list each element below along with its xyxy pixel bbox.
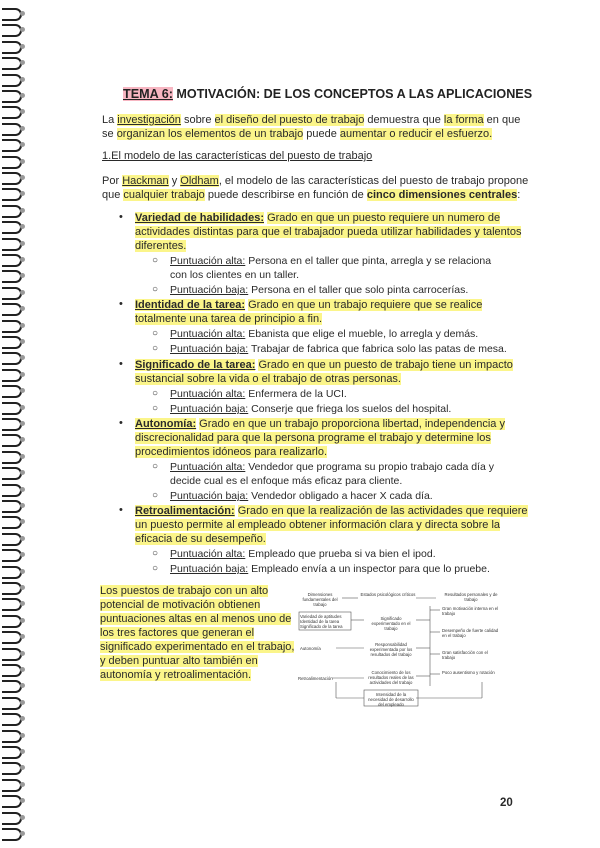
spiral-coil (2, 566, 22, 579)
spiral-coil (2, 156, 22, 169)
model-intro-line-2: que cualquier trabajo puede describirse en función de cinco dimensiones centrales: (102, 189, 521, 201)
circle-bullet-icon: ○ (152, 490, 159, 501)
binding-hole (20, 749, 25, 754)
spiral-coil (2, 795, 22, 808)
spiral-coil (2, 680, 22, 693)
circle-bullet-icon: ○ (152, 548, 159, 559)
diagram-col3-header: Resultados personales y de trabajo (444, 592, 498, 602)
spiral-coil (2, 57, 22, 70)
model-intro-line-1: Por Hackman y Oldham, el modelo de las características del puesto de trabajo propone (102, 175, 529, 187)
dimension-significance: Significado de la tarea: Grado en que un puesto de trabajo tiene un impacto (135, 359, 513, 371)
variety-high-line-2: con los clientes en un taller. (170, 269, 299, 281)
spiral-coil (2, 369, 22, 382)
circle-bullet-icon: ○ (152, 388, 159, 399)
page-number: 20 (500, 797, 513, 809)
spiral-coil (2, 598, 22, 611)
circle-bullet-icon: ○ (152, 255, 159, 266)
dimension-feedback: Retroalimentación: Grado en que la realización de las actividades que requiere (135, 505, 528, 517)
diagram-feedback: Retroalimentación (298, 676, 333, 681)
bullet-icon: • (119, 417, 123, 429)
bullet-icon: • (119, 211, 123, 223)
binding-hole (20, 372, 25, 377)
binding-hole (20, 175, 25, 180)
spiral-coil (2, 336, 22, 349)
feedback-low: Puntuación baja: Empleado envía a un inspector para que lo pruebe. (170, 563, 490, 575)
conclusion-line-6: y deben puntuar alto también en (100, 655, 258, 667)
variety-high: Puntuación alta: Persona en el taller que pinta, arregla y se relaciona (170, 255, 492, 267)
dimension-significance-line-2: sustancial sobre la vida o el trabajo de otras personas. (135, 373, 401, 385)
bullet-icon: • (119, 358, 123, 370)
dimension-feedback-line-2: un puesto permite al empleado obtener información clara y directa sobre la (135, 519, 501, 531)
spiral-coil (2, 500, 22, 513)
spiral-coil (2, 484, 22, 497)
spiral-coil (2, 287, 22, 300)
binding-hole (20, 60, 25, 65)
dimension-variety: Variedad de habilidades: Grado en que un puesto requiere un numero de (135, 212, 501, 224)
binding-hole (20, 241, 25, 246)
binding-hole (20, 815, 25, 820)
binding-hole (20, 273, 25, 278)
spiral-coil (2, 139, 22, 152)
spiral-coil (2, 549, 22, 562)
binding-hole (20, 683, 25, 688)
diagram-state2: Responsabilidad experimentada por los resultados del trabajo (369, 642, 413, 657)
significance-low: Puntuación baja: Conserje que friega los suelos del hospital. (170, 403, 452, 415)
spiral-coil (2, 828, 22, 841)
binding-hole (20, 355, 25, 360)
diagram-dims: Variedad de aptitudes Identidad de la tarea Significado de la tarea (300, 614, 343, 629)
dimension-feedback-line-3: eficacia de su desempeño. (135, 533, 266, 545)
binding-hole (20, 306, 25, 311)
identity-high: Puntuación alta: Ebanista que elige el mueble, lo arregla y demás. (170, 328, 479, 340)
binding-hole (20, 733, 25, 738)
binding-hole (20, 44, 25, 49)
spiral-coil (2, 533, 22, 546)
binding-hole (20, 470, 25, 475)
binding-hole (20, 536, 25, 541)
spiral-coil (2, 385, 22, 398)
spiral-coil (2, 664, 22, 677)
diagram-out3: Gran satisfacción con el trabajo (442, 650, 488, 660)
spiral-coil (2, 238, 22, 251)
spiral-coil (2, 697, 22, 710)
spiral-coil (2, 516, 22, 529)
binding-hole (20, 224, 25, 229)
binding-hole (20, 782, 25, 787)
dimension-autonomy-line-2: discrecionalidad para que la persona programe el trabajo y determine los (135, 432, 491, 444)
binding-hole (20, 487, 25, 492)
spiral-coil (2, 106, 22, 119)
binding-hole (20, 421, 25, 426)
binding-hole (20, 667, 25, 672)
spiral-coil (2, 582, 22, 595)
significance-high: Puntuación alta: Enfermera de la UCI. (170, 388, 347, 400)
diagram-col1-header: Dimensiones fundamentales del trabajo (302, 592, 338, 607)
section-heading: 1.El modelo de las características del puesto de trabajo (102, 150, 373, 162)
dimension-variety-line-2: actividades distintas para que el trabajador pueda utilizar habilidades y talentos (135, 226, 522, 238)
diagram-out4: Poco ausentismo y rotación (442, 670, 495, 675)
spiral-binding (0, 0, 30, 848)
spiral-coil (2, 270, 22, 283)
spiral-coil (2, 631, 22, 644)
circle-bullet-icon: ○ (152, 328, 159, 339)
spiral-coil (2, 221, 22, 234)
spiral-coil (2, 303, 22, 316)
binding-hole (20, 388, 25, 393)
binding-hole (20, 618, 25, 623)
spiral-coil (2, 254, 22, 267)
identity-low: Puntuación baja: Trabajar de fabrica que fabrica solo las patas de mesa. (170, 343, 507, 355)
diagram-out2: Desempeño de fuerte calidad en el trabajo (442, 628, 499, 638)
spiral-coil (2, 812, 22, 825)
binding-hole (20, 569, 25, 574)
autonomy-high-line-2: decide cual es el enfoque más eficaz para cliente. (170, 475, 403, 487)
spiral-coil (2, 123, 22, 136)
circle-bullet-icon: ○ (152, 284, 159, 295)
binding-hole (20, 159, 25, 164)
binding-hole (20, 142, 25, 147)
circle-bullet-icon: ○ (152, 403, 159, 414)
binding-hole (20, 208, 25, 213)
binding-hole (20, 323, 25, 328)
binding-hole (20, 93, 25, 98)
intro-line-1: La investigación sobre el diseño del puesto de trabajo demuestra que la forma en que (102, 114, 521, 126)
binding-hole (20, 27, 25, 32)
circle-bullet-icon: ○ (152, 343, 159, 354)
intro-line-2: se organizan los elementos de un trabajo puede aumentar o reducir el esfuerzo. (102, 128, 493, 140)
diagram-col2-header: Estados psicológicos críticos (360, 592, 416, 597)
spiral-coil (2, 713, 22, 726)
spiral-coil (2, 418, 22, 431)
spiral-coil (2, 451, 22, 464)
binding-hole (20, 454, 25, 459)
binding-hole (20, 11, 25, 16)
conclusion-line-5: significado experimentado en el trabajo, (100, 641, 295, 653)
diagram-autonomy: Autonomía (300, 646, 321, 651)
spiral-coil (2, 648, 22, 661)
variety-low: Puntuación baja: Persona en el taller que solo pinta carrocerías. (170, 284, 469, 296)
spiral-coil (2, 615, 22, 628)
spiral-coil (2, 434, 22, 447)
autonomy-low: Puntuación baja: Vendedor obligado a hacer X cada día. (170, 490, 433, 502)
autonomy-high: Puntuación alta: Vendedor que programa su propio trabajo cada día y (170, 461, 494, 473)
spiral-coil (2, 188, 22, 201)
diagram-state3: Conocimiento de los resultados reales de las actividades del trabajo (368, 670, 414, 685)
binding-hole (20, 257, 25, 262)
dimension-autonomy-line-3: procedimientos idóneos para realizarlo. (135, 446, 327, 458)
binding-hole (20, 634, 25, 639)
feedback-high: Puntuación alta: Empleado que prueba si va bien el ipod. (170, 548, 436, 560)
dimension-autonomy: Autonomía: Grado en que un trabajo proporciona libertad, independencia y (135, 418, 505, 430)
binding-hole (20, 700, 25, 705)
diagram-moderator: Intensidad de la necesidad de desarrollo del empleado (368, 692, 414, 707)
binding-hole (20, 126, 25, 131)
dimension-identity: Identidad de la tarea: Grado en que un trabajo requiere que se realice (135, 299, 483, 311)
spiral-coil (2, 172, 22, 185)
spiral-coil (2, 746, 22, 759)
binding-hole (20, 552, 25, 557)
conclusion-line-2: potencial de motivación obtienen (100, 599, 261, 611)
spiral-coil (2, 90, 22, 103)
conclusion-line-7: autonomía y retroalimentación. (100, 669, 252, 681)
binding-hole (20, 77, 25, 82)
page-title: TEMA 6: MOTIVACIÓN: DE LOS CONCEPTOS A LAS APLICACIONES (123, 87, 533, 101)
spiral-coil (2, 467, 22, 480)
spiral-coil (2, 24, 22, 37)
spiral-coil (2, 730, 22, 743)
dimension-variety-line-3: diferentes. (135, 240, 187, 252)
spiral-coil (2, 8, 22, 21)
dimension-identity-line-2: totalmente una tarea de principio a fin. (135, 313, 323, 325)
conclusion-line-4: los tres factores que generan el (100, 627, 255, 639)
binding-hole (20, 290, 25, 295)
spiral-coil (2, 762, 22, 775)
spiral-coil (2, 402, 22, 415)
binding-hole (20, 109, 25, 114)
conclusion-line-1: Los puestos de trabajo con un alto (100, 585, 269, 597)
binding-hole (20, 716, 25, 721)
diagram-state1: Significado experimentado en el trabajo (371, 616, 411, 631)
spiral-coil (2, 74, 22, 87)
circle-bullet-icon: ○ (152, 563, 159, 574)
binding-hole (20, 765, 25, 770)
binding-hole (20, 503, 25, 508)
binding-hole (20, 405, 25, 410)
spiral-coil (2, 41, 22, 54)
binding-hole (20, 339, 25, 344)
diagram-out1: Gran motivación interna en el trabajo (442, 606, 499, 616)
binding-hole (20, 437, 25, 442)
binding-hole (20, 585, 25, 590)
spiral-coil (2, 779, 22, 792)
binding-hole (20, 519, 25, 524)
binding-hole (20, 191, 25, 196)
spiral-coil (2, 352, 22, 365)
spiral-coil (2, 320, 22, 333)
bullet-icon: • (119, 504, 123, 516)
spiral-coil (2, 205, 22, 218)
binding-hole (20, 601, 25, 606)
bullet-icon: • (119, 298, 123, 310)
binding-hole (20, 651, 25, 656)
binding-hole (20, 798, 25, 803)
conclusion-line-3: puntuaciones altas en al menos uno de (100, 613, 292, 625)
circle-bullet-icon: ○ (152, 461, 159, 472)
job-characteristics-diagram (296, 586, 506, 716)
binding-hole (20, 831, 25, 836)
